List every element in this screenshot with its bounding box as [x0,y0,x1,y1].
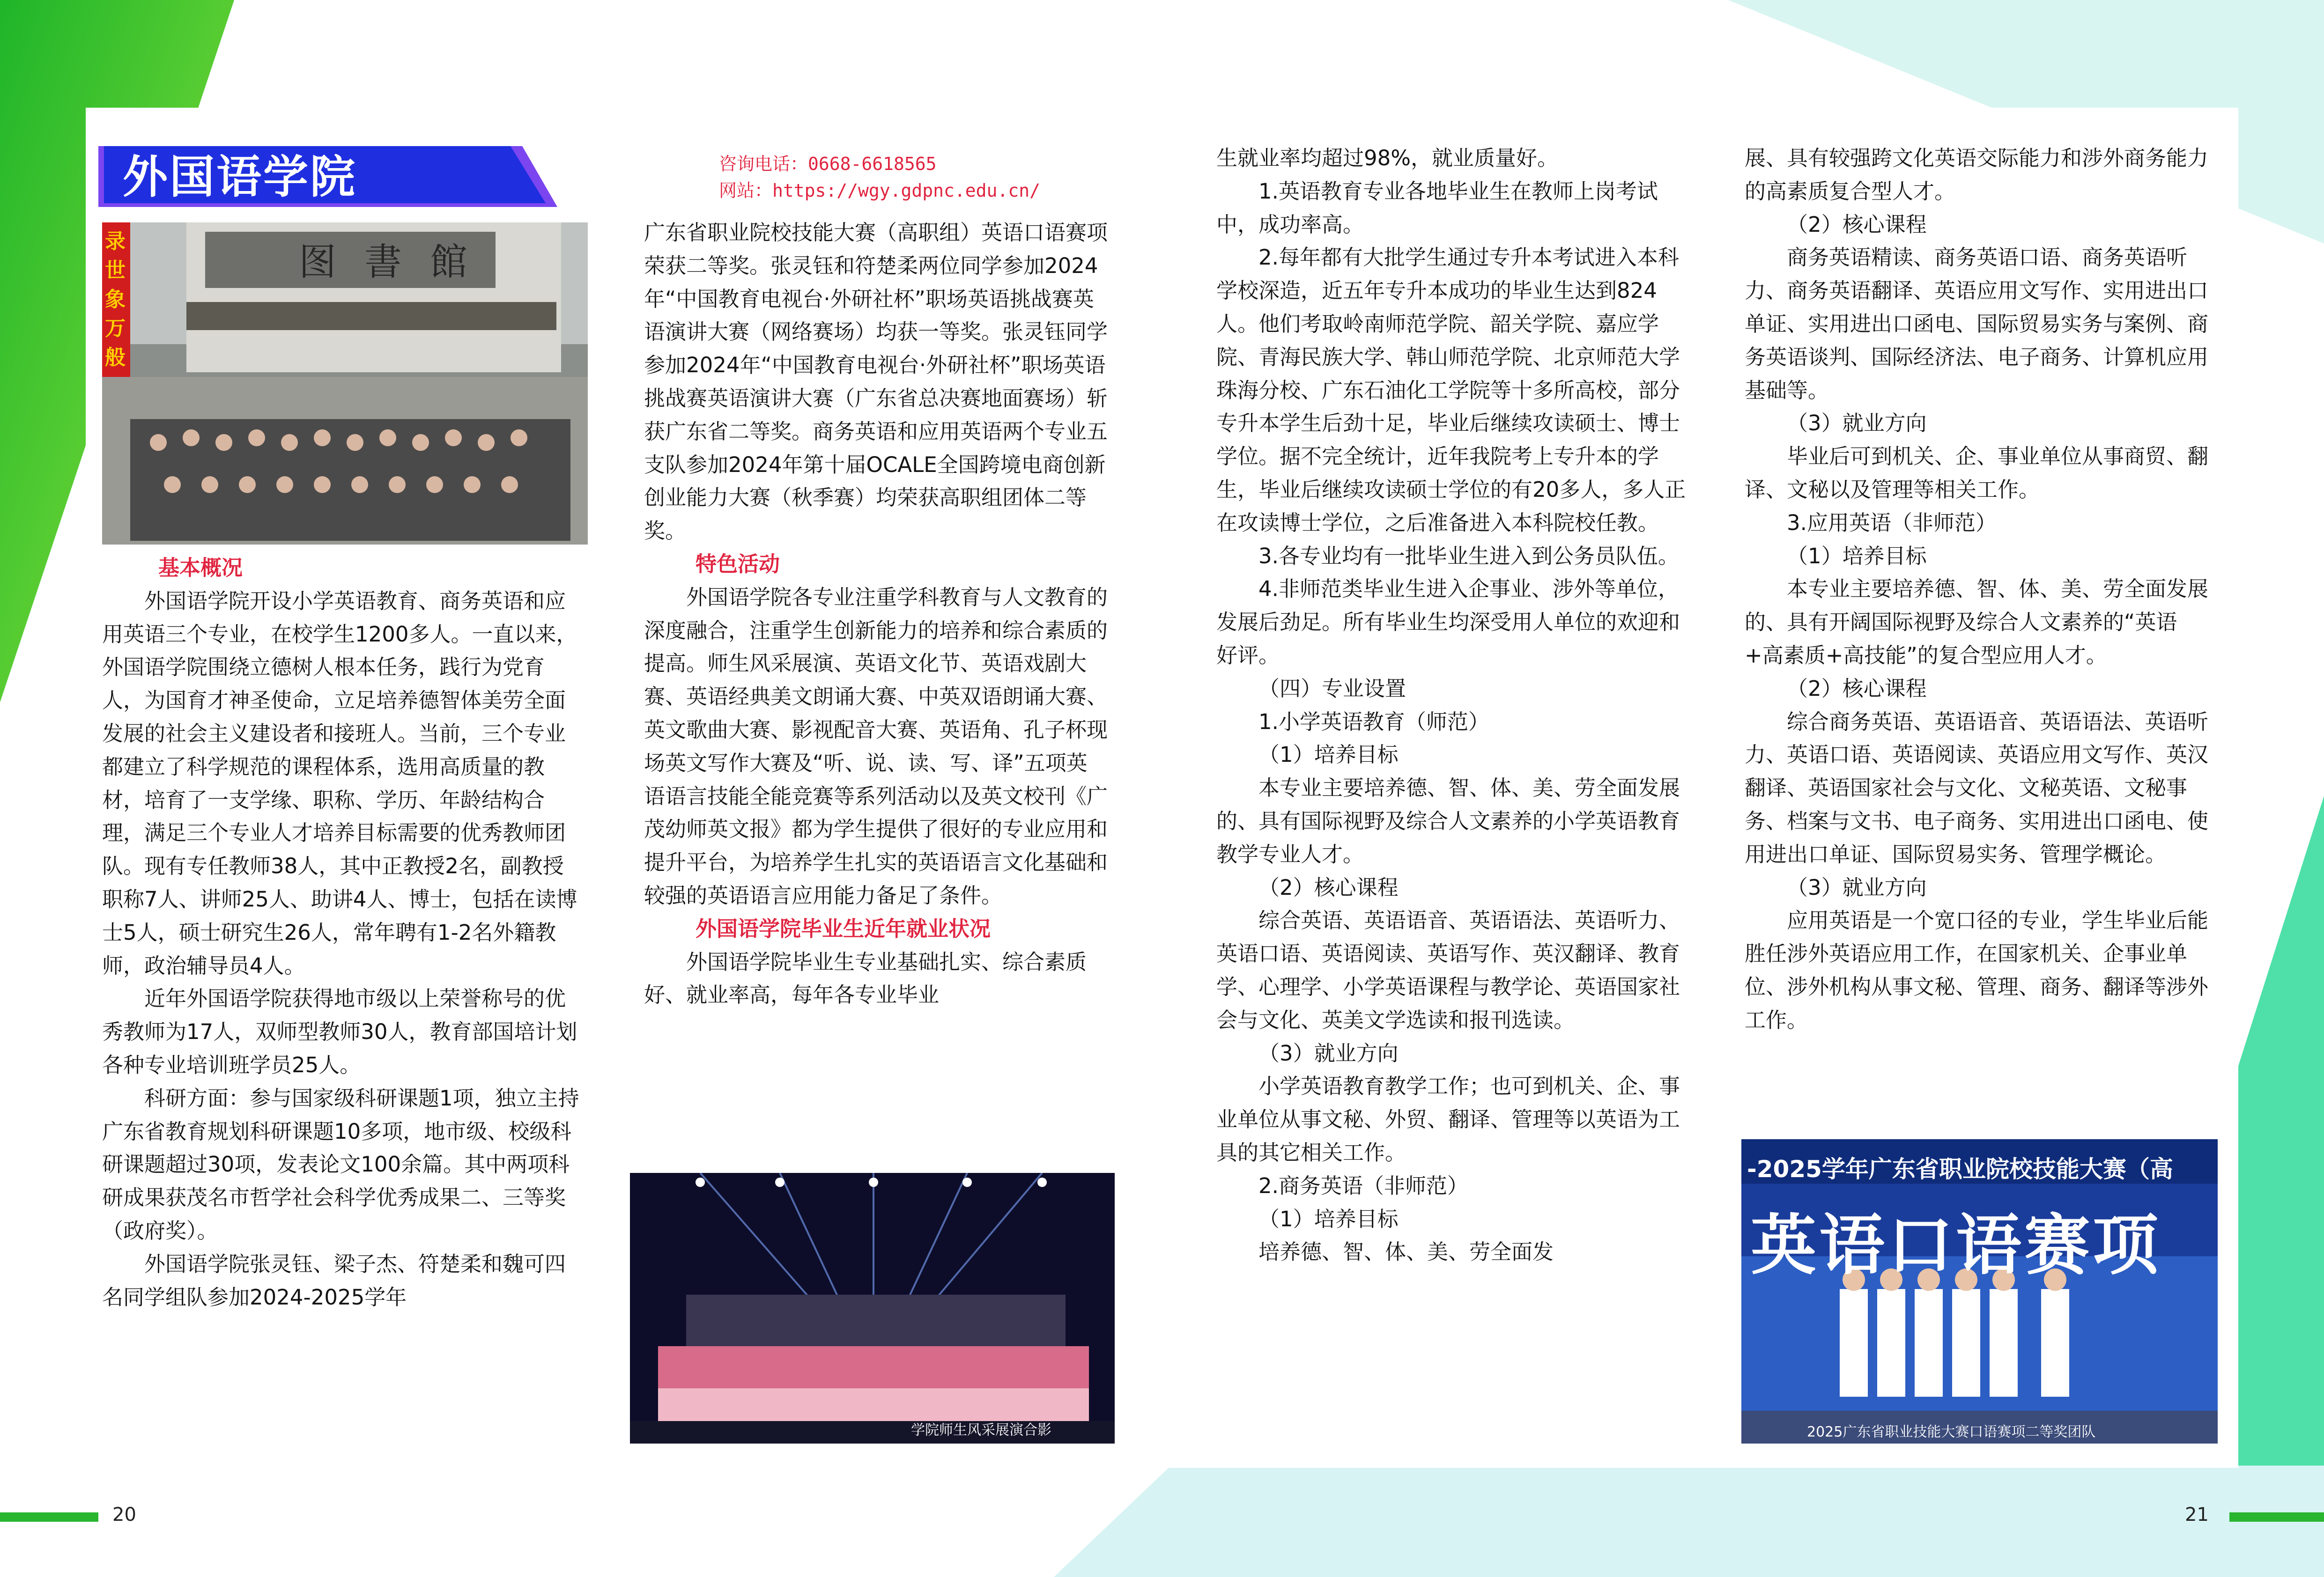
overview-paragraph-2: 近年外国语学院获得地市级以上荣誉称号的优秀教师为17人，双师型教师30人，教育部国培计划各种专业培训班学员25人。 [102,986,577,1077]
contest-banner-line-1: -2025学年广东省职业院校技能大赛（高 [1747,1156,2173,1183]
business-english-career-heading: （3）就业方向 [1787,411,1927,436]
primary-english-goal: 本专业主要培养德、智、体、美、劳全面发展的、具有国际视野及综合人文素养的小学英语教育教学专业人才。 [1216,775,1680,867]
heading-employment: 外国语学院毕业生近年就业状况 [696,916,991,941]
employment-point-2: 2.每年都有大批学生通过专升本考试进入本科学校深造，近五年专升本成功的毕业生达到824人。他们考取岭南师范学院、韶关学院、嘉应学院、青海民族大学、韩山师范学院、北京师范大学珠海分校、广东石油化工学院等十多所高校，部分专升本学生后劲十足，毕业后继续攻读硕士、博士学位。据不完全统计，近年我院考上专升本的学生，毕业后继续攻读硕士学位的有20多人，多人正在攻读博士学位，之后准备进入本科院校任教。 [1216,245,1686,535]
contact-phone: 咨询电话：0668-6618565 [719,154,937,174]
library-sign: 图書館 [299,240,496,284]
column-3 [1216,142,1694,1269]
program-applied-english: 3.应用英语（非师范） [1787,510,1997,535]
stage-photo-caption: 学院师生风采展演合影 [911,1422,1051,1438]
applied-english-goal-heading: （1）培养目标 [1787,543,1927,568]
column-1 [102,552,581,1314]
primary-english-courses: 综合英语、英语语音、英语语法、英语听力、英语口语、英语阅读、英语写作、英汉翻译、教育学、心理学、小学英语课程与教学论、英语国家社会与文化、英美文学选读和报刊选读。 [1216,908,1680,1032]
competition-paragraph-start: 外国语学院张灵钰、梁子杰、符楚柔和魏可四名同学组队参加2024-2025学年 [102,1251,566,1310]
employment-point-4: 4.非师范类毕业生进入企事业、涉外等单位，发展后劲足。所有毕业生均深受用人单位的欢迎和好评。 [1216,576,1680,668]
page-number-right: 21 [2185,1504,2209,1525]
business-english-courses: 商务英语精读、商务英语口语、商务英语听力、商务英语翻译、英语应用文写作、实用进出口单证、实用进出口函电、国际贸易实务与案例、商务英语谈判、国际经济法、电子商务、计算机应用基础等。 [1745,245,2209,403]
overview-paragraph-1: 外国语学院开设小学英语教育、商务英语和应用英语三个专业，在校学生1200多人。一直以来，外国语学院围绕立德树人根本任务，践行为党育人，为国育才神圣使命，立足培养德智体美劳全面发展的社会主义建设者和接班人。当前，三个专业都建立了科学规范的课程体系，选用高质量的教材，培育了一支学缘、职称、学历、年龄结构合理，满足三个专业人才培养目标需要的优秀教师团队。现有专任教师38人，其中正教授2名，副教授职称7人、讲师25人、助讲4人、博士，包括在读博士5人，硕士研究生26人，常年聘有1-2名外籍教师，政治辅导员4人。 [102,588,577,978]
heading-activities: 特色活动 [696,551,780,576]
library-banner: 录世象万般 [105,229,126,369]
column-2 [644,216,1108,1012]
applied-english-courses: 综合商务英语、英语语音、英语语法、英语听力、英语口语、英语阅读、英语应用文写作、英汉翻译、英语国家社会与文化、文秘英语、文秘事务、档案与文书、电子商务、实用进出口函电、使用进出口单证、国际贸易实务、管理学概论。 [1745,709,2209,867]
heading-overview: 基本概况 [158,555,243,580]
applied-english-career-heading: （3）就业方向 [1787,875,1927,900]
page-number-left: 20 [112,1504,136,1525]
business-english-courses-heading: （2）核心课程 [1787,212,1927,237]
contact-website: 网站：https://wgy.gdpnc.edu.cn/ [719,180,1040,201]
primary-english-courses-heading: （2）核心课程 [1258,875,1399,900]
business-english-goal-start: 培养德、智、体、美、劳全面发 [1258,1239,1554,1265]
program-business-english: 2.商务英语（非师范） [1258,1173,1468,1198]
applied-english-career: 应用英语是一个宽口径的专业，学生毕业后能胜任涉外英语应用工作，在国家机关、企事业单位、涉外机构从事文秘、管理、商务、翻译等涉外工作。 [1745,908,2209,1032]
competition-paragraph-cont: 广东省职业院校技能大赛（高职组）英语口语赛项荣获二等奖。张灵钰和符楚柔两位同学参加2024年“中国教育电视台·外研社杯”职场英语挑战赛英语演讲大赛（网络赛场）均获一等奖。张灵钰同学参加2024年“中国教育电视台·外研社杯”职场英语挑战赛英语演讲大赛（广东省总决赛地面赛场）斩获广东省二等奖。商务英语和应用英语两个专业五支队参加2024年第十届OCALE全国跨境电商创新创业能力大赛（秋季赛）均荣获高职组团体二等奖。 [644,220,1108,544]
employment-point-3: 3.各专业均有一批毕业生进入到公务员队伍。 [1258,543,1679,568]
column-4 [1745,142,2213,1037]
employment-point-1: 1.英语教育专业各地毕业生在教师上岗考试中，成功率高。 [1216,178,1658,237]
contact-info [719,151,1040,204]
business-english-goal-heading: （1）培养目标 [1258,1206,1399,1231]
business-english-career: 毕业后可到机关、企、事业单位从事商贸、翻译、文秘以及管理等相关工作。 [1745,444,2209,502]
primary-english-career: 小学英语教育教学工作；也可到机关、企、事业单位从事文秘、外贸、翻译、管理等以英语为工具的其它相关工作。 [1216,1074,1680,1165]
contest-team-photo [1741,1139,2218,1444]
employment-paragraph-start: 外国语学院毕业生专业基础扎实、综合素质好、就业率高，每年各专业毕业 [644,949,1087,1008]
contest-banner-line-2: 英语口语赛项 [1751,1207,2161,1284]
employment-rate: 生就业率均超过98%，就业质量好。 [1216,146,1559,170]
activities-paragraph: 外国语学院各专业注重学科教育与人文教育的深度融合，注重学生创新能力的培养和综合素质的提高。师生风采展演、英语文化节、英语戏剧大赛、英语经典美文朗诵大赛、中英双语朗诵大赛、英文歌曲大赛、影视配音大赛、英语角、孔子杯现场英文写作大赛及“听、说、读、写、译”五项英语语言技能全能竞赛等系列活动以及英文校刊《广茂幼师英文报》都为学生提供了很好的专业应用和提升平台，为培养学生扎实的英语语言文化基础和较强的英语语言应用能力备足了条件。 [644,584,1108,908]
program-primary-english: 1.小学英语教育（师范） [1258,709,1489,734]
applied-english-goal: 本专业主要培养德、智、体、美、劳全面发展的、具有开阔国际视野及综合人文素养的“英语+高素质+高技能”的复合型应用人才。 [1745,576,2209,668]
stage-performance-photo [630,1173,1115,1444]
faculty-group-photo [102,222,588,545]
section-title: 外国语学院 [123,151,357,203]
primary-english-career-heading: （3）就业方向 [1258,1040,1399,1066]
business-english-goal-cont: 展、具有较强跨文化英语交际能力和涉外商务能力的高素质复合型人才。 [1745,146,2209,204]
research-paragraph: 科研方面：参与国家级科研课题1项，独立主持广东省教育规划科研课题10多项，地市级、校级科研课题超过30项，发表论文100余篇。其中两项科研成果获茂名市哲学社会科学优秀成果二、三等奖（政府奖）。 [102,1085,579,1243]
contest-photo-caption: 2025广东省职业技能大赛口语赛项二等奖团队 [1807,1424,2096,1440]
primary-english-goal-heading: （1）培养目标 [1258,742,1399,767]
applied-english-courses-heading: （2）核心课程 [1787,676,1927,701]
program-settings-heading: （四）专业设置 [1258,676,1406,701]
